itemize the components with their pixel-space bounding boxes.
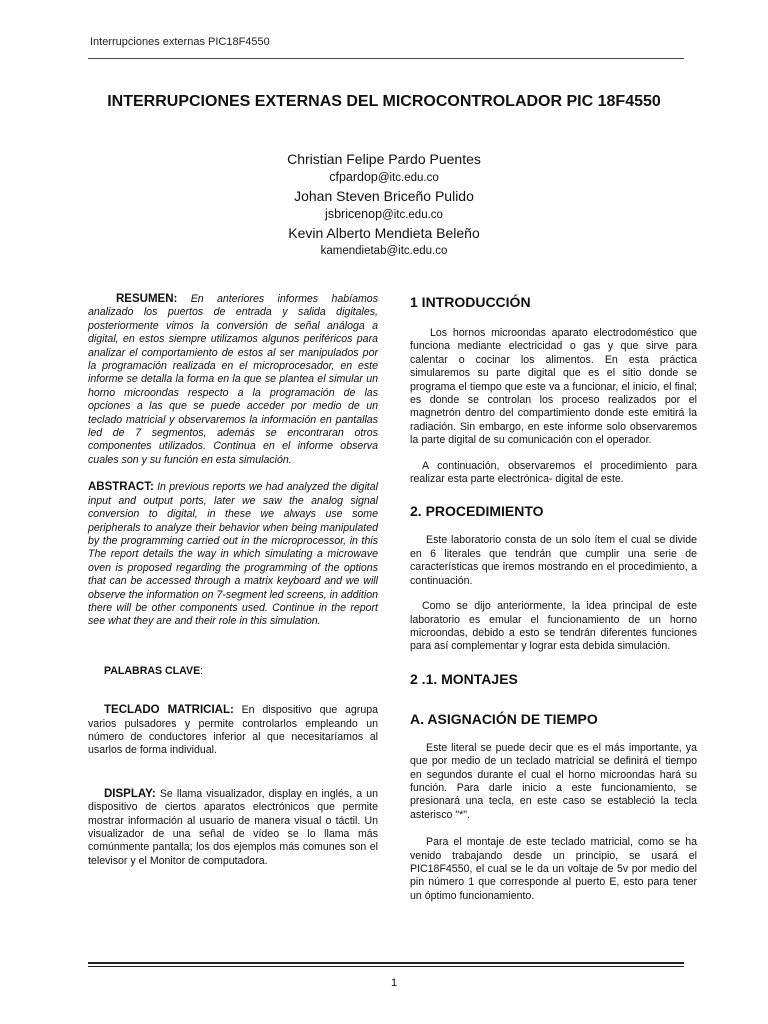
author-email: kamendietab@itc.edu.co <box>320 245 448 257</box>
intro-paragraph-2: A continuación, observaremos el procedimiento para realizar esta parte electrónica- digital de este. <box>410 459 697 486</box>
email-user: cfpardop <box>329 170 378 184</box>
section-heading-asignacion: A. ASIGNACIÓN DE TIEMPO <box>410 710 598 727</box>
running-header: Interrupciones externas PIC18F4550 <box>90 36 270 48</box>
abstract-label: ABSTRACT: <box>88 481 154 494</box>
email-user: jsbricenop <box>325 207 383 221</box>
display-paragraph <box>88 788 378 868</box>
author-email <box>100 205 668 224</box>
right-column <box>410 293 697 903</box>
procedimiento-paragraph-1: Este laboratorio consta de un solo ítem el cual se divide en 6 literales que tendrán que cumplir una serie de características que iremos mostrando en el procedimiento, a continuación. <box>410 534 697 587</box>
keywords-suffix: : <box>200 664 204 677</box>
footer-divider <box>88 962 684 964</box>
display-text: Se llama visualizador, display en inglés, a un dispositivo de ciertos aparatos electrónicos que permite mostrar información al usuario de manera visual o táctil. Un visualizador de una señal de vídeo se lo llama más comúnmente pantalla; los dos ejemplos más comunes son el televisor y el Monitor de computadora. <box>88 787 378 867</box>
resumen-paragraph <box>88 293 378 467</box>
display-label: DISPLAY: <box>104 787 156 800</box>
left-column <box>88 293 378 868</box>
author-block <box>100 150 668 260</box>
email-domain: @itc.edu.co <box>382 209 443 221</box>
author-name: Johan Steven Briceño Pulido <box>294 188 474 204</box>
header-divider <box>88 58 684 59</box>
email-domain: @itc.edu.co <box>377 172 439 184</box>
procedimiento-paragraph-2: Como se dijo anteriormente, la idea principal de este laboratorio es emular el funcionamiento de un horno microondas, debido a esto se tendrán diferentes funciones para así complementar y lograr esta debida simulación. <box>410 600 697 653</box>
section-heading-introduccion: 1 INTRODUCCIÓN <box>410 294 531 310</box>
author-name: Christian Felipe Pardo Puentes <box>287 151 481 167</box>
abstract-paragraph <box>88 481 378 628</box>
section-heading-procedimiento: 2. PROCEDIMIENTO <box>410 503 544 520</box>
keywords-label: PALABRAS CLAVE <box>104 664 201 677</box>
resumen-text: En anteriores informes habíamos analizado los puertos de entrada y salida digitales, posteriormente vimos la conversión de señal análoga a digital, en estos siempre utilizamos algunos periféricos para analizar el comportamiento de estos al ser manipulados por la programación realizada en el microprocesador, en este informe se detalla la forma en la que se plantea el simular un horno microondas respecto a la programación de las opciones a las que se puede acceder por medio de un teclado matricial y observaremos la información en pantallas led de 7 segmentos, además se encontraran otros componentes utilizados. Continua en el informe observa cuales son y su función en esta simulación. <box>88 293 378 466</box>
resumen-label: RESUMEN: <box>116 293 178 305</box>
author-email <box>100 168 668 187</box>
asignacion-paragraph-2: Para el montaje de este teclado matricial, como se ha venido trabajando desde un principio, se usará el PIC18F4550, el cual se le da un voltaje de 5v por medio del pin número 1 que corresponde al puerto E, esto para tener un óptimo funcionamiento. <box>410 836 697 902</box>
keywords-paragraph <box>88 665 378 678</box>
page-number: 1 <box>390 977 398 989</box>
footer-divider-thin <box>88 966 684 967</box>
teclado-text: En dispositivo que agrupa varios pulsadores y permite controlarlos empleando un número de conductores inferior al que necesitaríamos al usarlos de forma individual. <box>88 704 378 757</box>
author-name: Kevin Alberto Mendieta Beleño <box>288 225 480 241</box>
section-heading-montajes: 2 .1. MONTAJES <box>410 670 518 687</box>
intro-paragraph-1: Los hornos microondas aparato electrodoméstico que funciona mediante electricidad o gas y que sirve para calentar o cocinar los alimentos. En esta práctica simularemos su parte digital que es el sitio donde se programa el tiempo que este va a funcionar, el inicio, el final; es donde se controlan los proceso realizados por el magnetrón dentro del compartimiento donde este emitirá la radiación. Sin embargo, en este informe solo observaremos la parte digital de su comunicación con el operador. <box>410 327 697 447</box>
teclado-label: TECLADO MATRICIAL: <box>104 704 234 717</box>
asignacion-paragraph-1: Este literal se puede decir que es el más importante, ya que por medio de un teclado matricial se definirá el tiempo en segundos durante el cual el horno microondas hará su función. Para darle inicio a este funcionamiento, se presionará una tecla, en este caso se estableció la tecla asterisco "*". <box>410 741 697 821</box>
teclado-paragraph <box>88 704 378 758</box>
abstract-text: In previous reports we had analyzed the digital input and output ports, later we saw the analog signal conversion to digital, in these we always use some peripherals to analyze their behavior when being manipulated by the programming carried out in the microprocessor, in this The report details the way in which simulating a microwave oven is proposed regarding the programming of the options that can be accessed through a matrix keyboard and we will observe the information on 7-segment led screens, in addition there will be other components used. Continue in the report see what they are and their role in this simulation. <box>88 481 378 628</box>
paper-title: INTERRUPCIONES EXTERNAS DEL MICROCONTROLADOR PIC 18F4550 <box>107 93 661 110</box>
